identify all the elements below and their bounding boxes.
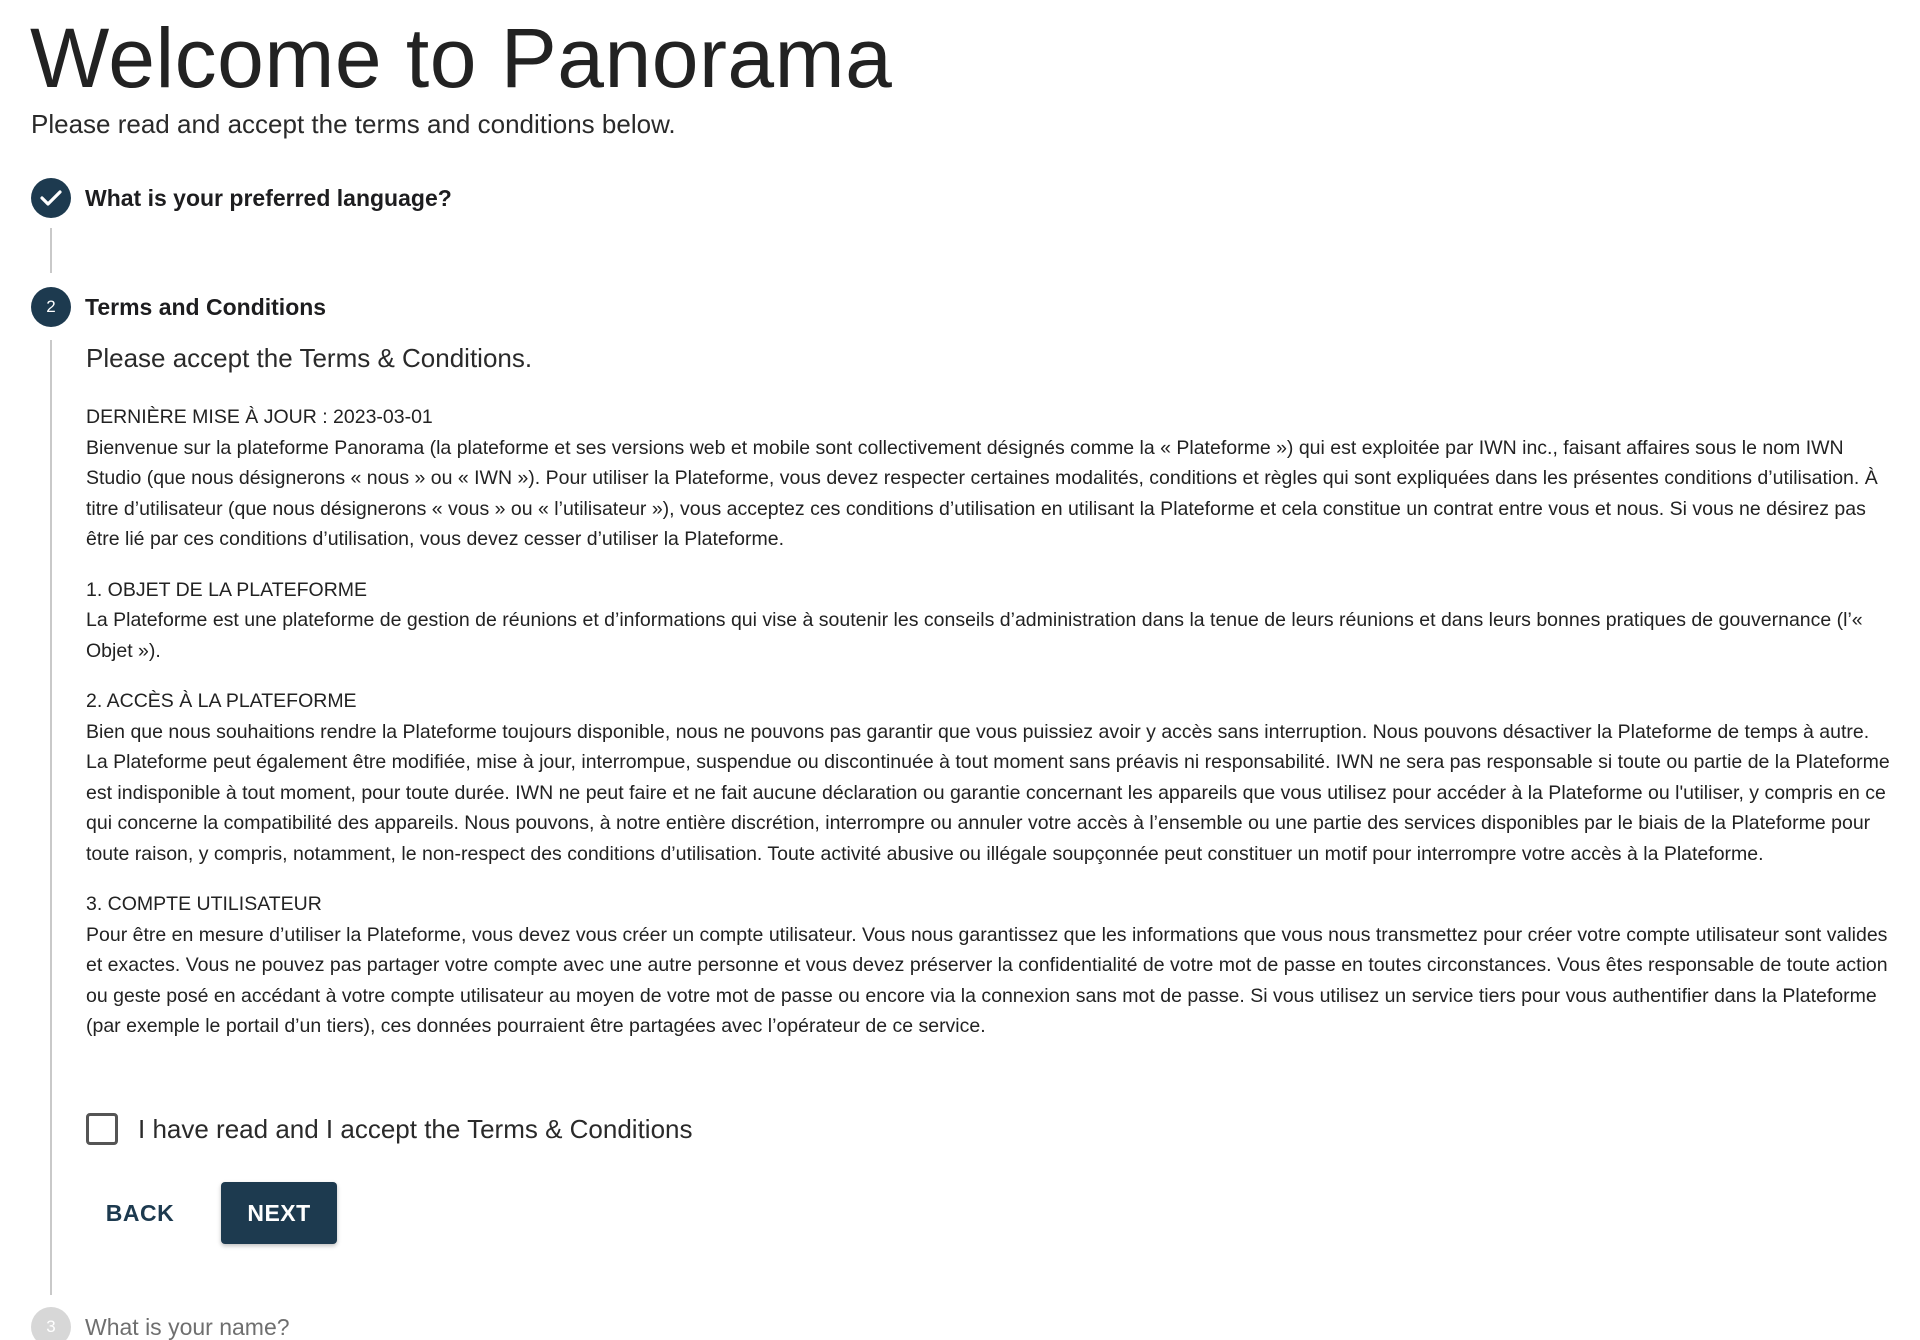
step-connector <box>50 340 52 1295</box>
step-1-indicator[interactable] <box>31 178 71 218</box>
step-2-number: 2 <box>46 297 56 316</box>
terms-section <box>86 686 1891 869</box>
terms-section-body: Bien que nous souhaitions rendre la Plateforme toujours disponible, nous ne pouvons pas garantir que vous puissiez avoir y accès sans interruption. Nous pouvons désactiver la Plateforme de temps à autre. La Plateforme peut également être modifiée, mise à jour, interrompue, suspendue ou discontinuée à tout moment sans préavis ni responsabilité. IWN ne sera pas responsable si toute ou partie de la Plateforme est indisponible à tout moment, pour toute durée. IWN ne peut faire et ne fait aucune déclaration ou garantie concernant les appareils que vous utilisez pour accéder à la Plateforme ou l'utiliser, y compris en ce qui concerne la compatibilité des appareils. Nous pouvons, à notre entière discrétion, interrompre ou annuler votre accès à l’ensemble ou une partie des services disponibles par le biais de la Plateforme pour toute raison, y compris, notamment, le non-respect des conditions d’utilisation. Toute activité abusive ou illégale soupçonnée peut constituer un motif pour interrompre votre accès à la Plateforme. <box>86 720 1890 865</box>
terms-section-title: 1. OBJET DE LA PLATEFORME <box>86 578 368 601</box>
terms-step-content <box>86 340 1886 376</box>
step-2-label: Terms and Conditions <box>85 294 327 320</box>
terms-section <box>86 575 1891 667</box>
accept-terms-checkbox[interactable] <box>86 1113 118 1145</box>
terms-section-body: La Plateforme est une plateforme de gestion de réunions et d’informations qui vise à soutenir les conseils d’administration dans la tenue de leurs réunions et dans leurs bonnes pratiques de gouvernance (l’« Objet »). <box>86 609 1863 662</box>
page-title: Welcome to Panorama <box>30 11 893 105</box>
page-subtitle: Please read and accept the terms and conditions below. <box>31 109 676 139</box>
terms-section <box>86 889 1891 1042</box>
terms-updated: DERNIÈRE MISE À JOUR : 2023-03-01 <box>86 406 433 428</box>
step-1-label[interactable]: What is your preferred language? <box>85 185 452 211</box>
terms-scroll-area[interactable] <box>86 402 1891 1058</box>
accept-terms-label[interactable]: I have read and I accept the Terms & Conditions <box>138 1113 693 1144</box>
terms-heading: Please accept the Terms & Conditions. <box>86 343 533 373</box>
terms-section-title: 3. COMPTE UTILISATEUR <box>86 893 322 915</box>
step-3-indicator <box>31 1307 71 1340</box>
accept-terms-row[interactable] <box>86 1113 693 1145</box>
step-3-number: 3 <box>46 1317 56 1336</box>
terms-intro <box>86 402 1891 555</box>
next-button[interactable]: NEXT <box>221 1182 337 1244</box>
step-2-indicator <box>31 287 71 327</box>
back-button[interactable]: BACK <box>105 1199 175 1226</box>
terms-section-title: 2. ACCÈS À LA PLATEFORME <box>86 690 357 712</box>
step-3-label: What is your name? <box>85 1314 290 1340</box>
check-icon <box>40 189 62 207</box>
terms-intro-text: Bienvenue sur la plateforme Panorama (la plateforme et ses versions web et mobile sont collectivement désignés comme la « Plateforme ») qui est exploitée par IWN inc., faisant affaires sous le nom IWN Studio (que nous désignerons « nous » ou « IWN »). Pour utiliser la Plateforme, vous devez respecter certaines modalités, conditions et règles qui sont expliquées dans les présentes conditions d’utilisation. À titre d’utilisateur (que nous désignerons « vous » ou « l’utilisateur »), vous acceptez ces conditions d’utilisation en utilisant la Plateforme et cela constitue un contrat entre vous et nous. Si vous ne désirez pas être lié par ces conditions d’utilisation, vous devez cesser d’utiliser la Plateforme. <box>86 436 1878 550</box>
terms-section-body: Pour être en mesure d’utiliser la Plateforme, vous devez vous créer un compte utilisateur. Vous nous garantissez que les informations que vous nous transmettez pour créer votre compte utilisateur sont valides et exactes. Vous ne pouvez pas partager votre compte avec une autre personne et vous devez préserver la confidentialité de votre mot de passe en toutes circonstances. Vous êtes responsable de toute action ou geste posé en accédant à votre compte utilisateur au moyen de votre mot de passe ou encore via la connexion sans mot de passe. Si vous utilisez un service tiers pour vous authentifier dans la Plateforme (par exemple le portail d’un tiers), ces données pourraient être partagées avec l’opérateur de ce service. <box>86 923 1888 1037</box>
step-connector <box>50 228 52 273</box>
